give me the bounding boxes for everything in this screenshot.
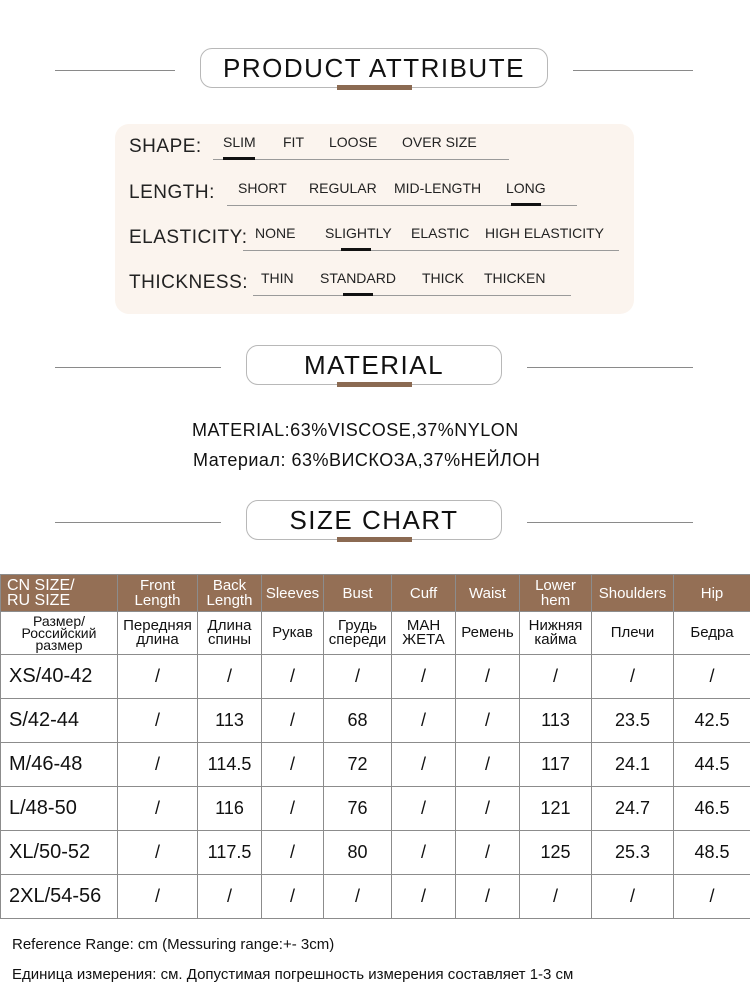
size-label-cell: 2XL/54-56 (1, 875, 118, 919)
attr-option: SHORT (238, 180, 287, 196)
attr-label: LENGTH: (129, 182, 215, 203)
attribute-card (115, 124, 634, 314)
header-cell: Front Length (118, 575, 198, 612)
table-cell: / (392, 743, 456, 787)
table-cell: 24.1 (592, 743, 674, 787)
table-cell: / (324, 875, 392, 919)
table-cell: / (456, 699, 520, 743)
size-label-cell: M/46-48 (1, 743, 118, 787)
table-cell: 25.3 (592, 831, 674, 875)
table-cell: / (118, 699, 198, 743)
attr-option: THIN (261, 270, 294, 286)
table-cell: / (118, 875, 198, 919)
table-cell: / (118, 655, 198, 699)
table-cell: 117 (520, 743, 592, 787)
header-cell: Hip (674, 575, 750, 612)
table-cell: / (520, 875, 592, 919)
table-row (1, 831, 750, 875)
attr-underline (253, 295, 571, 296)
header-cell-ru: Ремень (456, 612, 520, 655)
selected-marker (511, 203, 541, 206)
header-cell-ru: МАН ЖЕТА (392, 612, 456, 655)
table-cell: / (262, 699, 324, 743)
table-cell: 24.7 (592, 787, 674, 831)
table-cell: / (392, 655, 456, 699)
section-title: PRODUCT ATTRIBUTE (200, 48, 548, 88)
attr-row-elasticity (129, 215, 629, 248)
reference-range-ru: Единица измерения: см. Допустимая погрешность измерения составляет 1-3 см (12, 966, 574, 983)
selected-marker (341, 248, 371, 251)
table-cell: / (262, 831, 324, 875)
table-cell: / (520, 655, 592, 699)
selected-marker (223, 157, 255, 160)
header-cell-ru: Передняя длина (118, 612, 198, 655)
table-cell: / (262, 743, 324, 787)
material-heading (0, 343, 750, 393)
header-cell-ru: Грудь спереди (324, 612, 392, 655)
section-title: MATERIAL (246, 345, 502, 385)
header-cell: Cuff (392, 575, 456, 612)
header-cell: Bust (324, 575, 392, 612)
table-cell: / (392, 787, 456, 831)
table-cell: / (118, 787, 198, 831)
attr-option: NONE (255, 225, 296, 241)
attr-option: LONG (506, 180, 546, 196)
header-cell-ru: Плечи (592, 612, 674, 655)
header-cell: Lower hem (520, 575, 592, 612)
table-cell: 42.5 (674, 699, 750, 743)
divider-right (573, 70, 693, 71)
table-cell: / (198, 655, 262, 699)
material-ru: Материал: 63%ВИСКОЗА,37%НЕЙЛОН (193, 450, 541, 470)
product-attribute-heading (0, 46, 750, 96)
table-cell: / (592, 875, 674, 919)
attr-option: HIGH ELASTICITY (485, 225, 605, 241)
table-cell: / (198, 875, 262, 919)
header-row-ru (1, 612, 750, 655)
header-cell-ru: Рукав (262, 612, 324, 655)
header-cell-ru: Размер/ Российский размер (1, 612, 118, 655)
title-accent (337, 85, 412, 90)
table-cell: / (456, 787, 520, 831)
attr-option: REGULAR (309, 180, 377, 196)
table-cell: / (456, 831, 520, 875)
selected-marker (343, 293, 373, 296)
header-cell-ru: Нижняя кайма (520, 612, 592, 655)
table-cell: 113 (520, 699, 592, 743)
attr-option: THICK (422, 270, 464, 286)
size-chart-table (0, 574, 750, 919)
divider-left (55, 367, 221, 368)
table-cell: / (456, 743, 520, 787)
table-cell: / (262, 655, 324, 699)
divider-right (527, 522, 693, 523)
table-row (1, 875, 750, 919)
header-cell: Waist (456, 575, 520, 612)
header-cell-ru: Длина спины (198, 612, 262, 655)
table-cell: / (118, 743, 198, 787)
table-cell: 48.5 (674, 831, 750, 875)
table-cell: / (392, 831, 456, 875)
size-label-cell: L/48-50 (1, 787, 118, 831)
table-cell: 116 (198, 787, 262, 831)
reference-range-en: Reference Range: cm (Messuring range:+- 3cm) (12, 936, 335, 953)
attr-row-length (129, 170, 629, 203)
attr-underline (243, 250, 619, 251)
header-cell: Back Length (198, 575, 262, 612)
table-cell: / (118, 831, 198, 875)
table-row (1, 655, 750, 699)
table-cell: 44.5 (674, 743, 750, 787)
divider-left (55, 522, 221, 523)
attr-option: OVER SIZE (402, 134, 477, 150)
section-title: SIZE CHART (246, 500, 502, 540)
table-cell: 76 (324, 787, 392, 831)
table-cell: 72 (324, 743, 392, 787)
size-label-cell: XL/50-52 (1, 831, 118, 875)
divider-left (55, 70, 175, 71)
table-cell: / (324, 655, 392, 699)
table-row (1, 699, 750, 743)
attr-option: FIT (283, 134, 304, 150)
attr-option: MID-LENGTH (394, 180, 482, 196)
table-cell: / (392, 875, 456, 919)
size-chart-heading (0, 498, 750, 548)
attr-option: SLIGHTLY (325, 225, 392, 241)
attr-label: SHAPE: (129, 136, 202, 157)
table-cell: / (674, 875, 750, 919)
table-cell: 114.5 (198, 743, 262, 787)
attr-option: THICKEN (484, 270, 546, 286)
attr-option: ELASTIC (411, 225, 470, 241)
material-en: MATERIAL:63%VISCOSE,37%NYLON (192, 420, 519, 440)
table-cell: 68 (324, 699, 392, 743)
header-cell: CN SIZE/ RU SIZE (1, 575, 118, 612)
table-row (1, 787, 750, 831)
table-cell: 125 (520, 831, 592, 875)
table-cell: 46.5 (674, 787, 750, 831)
table-cell: 121 (520, 787, 592, 831)
title-accent (337, 382, 412, 387)
divider-right (527, 367, 693, 368)
header-cell-ru: Бедра (674, 612, 750, 655)
table-cell: / (262, 787, 324, 831)
table-cell: / (262, 875, 324, 919)
table-cell: 23.5 (592, 699, 674, 743)
attr-label: THICKNESS: (129, 272, 249, 293)
table-cell: / (456, 655, 520, 699)
table-cell: 113 (198, 699, 262, 743)
table-cell: / (392, 699, 456, 743)
attr-option: LOOSE (329, 134, 378, 150)
attr-option: STANDARD (320, 270, 396, 286)
header-row-en (1, 575, 750, 612)
header-cell: Sleeves (262, 575, 324, 612)
table-cell: / (674, 655, 750, 699)
table-cell: 80 (324, 831, 392, 875)
table-cell: / (592, 655, 674, 699)
attr-row-shape (129, 124, 629, 157)
attr-option: SLIM (223, 134, 256, 150)
size-label-cell: XS/40-42 (1, 655, 118, 699)
attr-label: ELASTICITY: (129, 227, 248, 248)
attr-underline (213, 159, 509, 160)
table-cell: / (456, 875, 520, 919)
title-accent (337, 537, 412, 542)
table-cell: 117.5 (198, 831, 262, 875)
attr-row-thickness (129, 260, 629, 293)
table-row (1, 743, 750, 787)
size-label-cell: S/42-44 (1, 699, 118, 743)
header-cell: Shoulders (592, 575, 674, 612)
